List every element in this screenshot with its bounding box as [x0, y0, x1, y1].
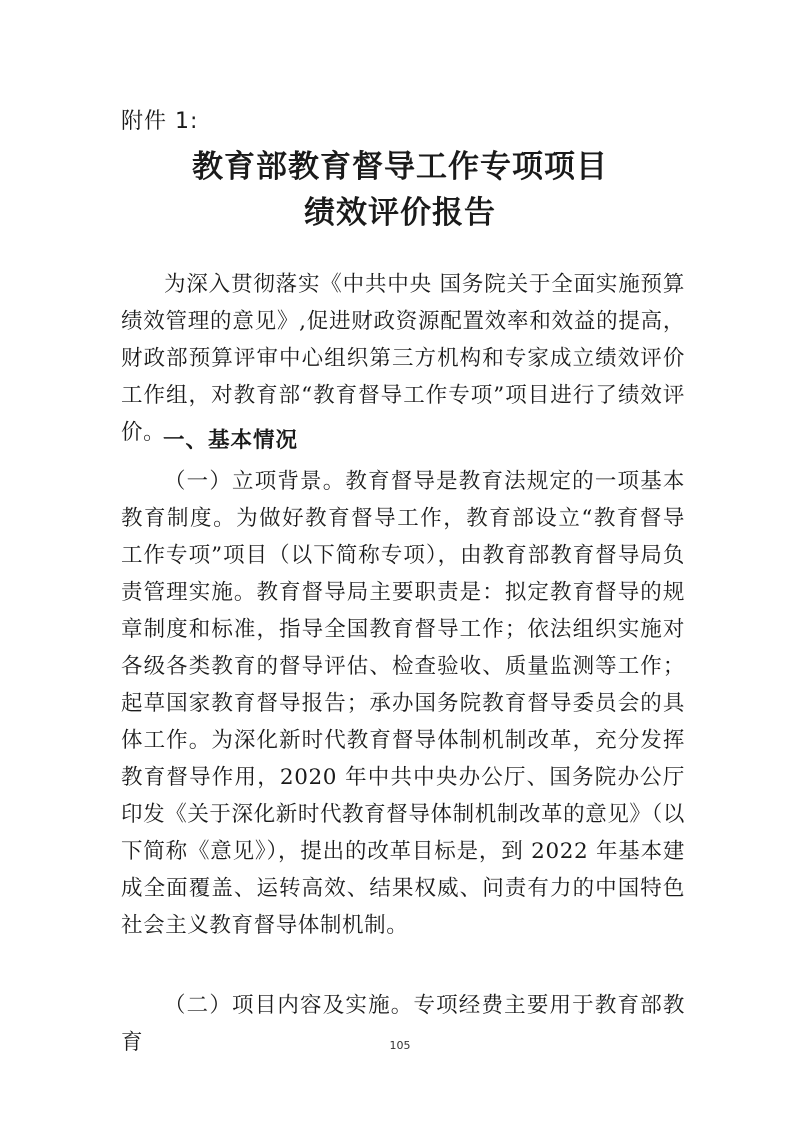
report-title-line-2: 绩效评价报告 [304, 195, 496, 231]
project-content-paragraph: （二）项目内容及实施。专项经费主要用于教育部教育 [121, 993, 685, 1055]
intro-paragraph: 为深入贯彻落实《中共中央 国务院关于全面实施预算绩效管理的意见》,促进财政资源配置效率和效益的提高，财政部预算评审中心组织第三方机构和专家成立绩效评价工作组，对教育部“教育督导工作专项”项目进行了绩效评价。 [121, 272, 685, 445]
background-paragraph: （一）立项背景。教育督导是教育法规定的一项基本教育制度。为做好教育督导工作，教育部设立“教育督导工作专项”项目（以下简称专项），由教育部教育督导局负责管理实施。教育督导局主要职责是：拟定教育督导的规章制度和标准，指导全国教育督导工作；依法组织实施对各级各类教育的督导评估、检查验收、质量监测等工作；起草国家教育督导报告；承办国务院教育督导委员会的具体工作。为深化新时代教育督导体制机制改革，充分发挥教育督导作用，2020 年中共中央办公厅、国务院办公厅印发《关于深化新时代教育督导体制机制改革的意见》（以下简称《意见》），提出的改革目标是，到 2022 年基本建成全面覆盖、运转高效、结果权威、问责有力的中国特色社会主义教育督导体制机制。 [121, 469, 685, 938]
report-title-line-1: 教育部教育督导工作专项项目 [192, 149, 608, 185]
section-heading-basic-situation: 一、基本情况 [163, 428, 299, 453]
page-number: 105 [389, 1039, 411, 1052]
attachment-label: 附件 1: [121, 109, 199, 134]
